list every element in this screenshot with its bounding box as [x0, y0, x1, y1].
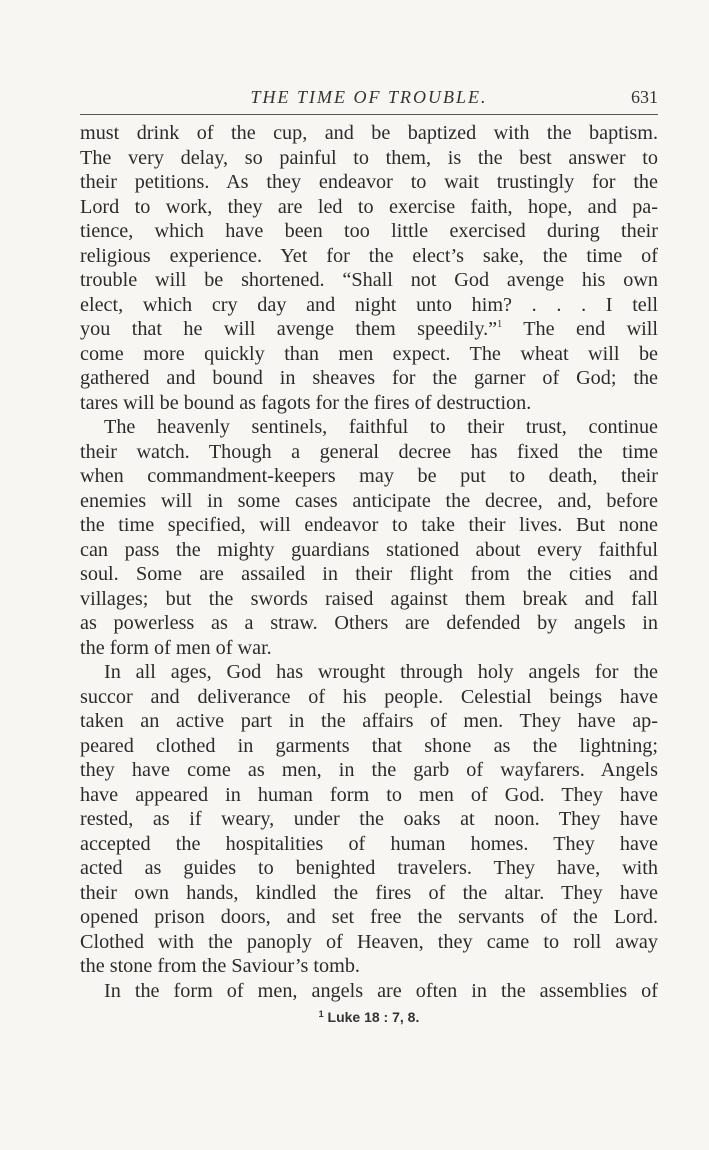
- text-line: tares will be bound as fagots for the fires of destruction.: [80, 391, 532, 414]
- page-number: 631: [631, 87, 658, 107]
- text-line: In the form of men, angels are often in the assemblies of: [104, 979, 658, 1002]
- text-line: the stone from the Saviour’s tomb.: [80, 955, 360, 977]
- text-line: must drink of the cup, and be baptized with the baptism.: [80, 122, 658, 144]
- text-line: they have come as men, in the garb of wayfarers. Angels: [80, 759, 658, 781]
- text-line: succor and deliverance of his people. Celestial beings have: [80, 685, 658, 708]
- text-line: their watch. Though a general decree has fixed the time: [80, 440, 658, 463]
- text-line: Clothed with the panoply of Heaven, they came to roll away: [80, 930, 658, 953]
- footnote-text: Luke 18 : 7, 8.: [327, 1009, 420, 1025]
- body-text: [80, 121, 658, 1003]
- text-line: elect, which cry day and night unto him? . . . I tell: [80, 293, 658, 316]
- paragraph-3: [80, 660, 658, 979]
- text-line: rested, as if weary, under the oaks at noon. They have: [80, 808, 658, 830]
- footnote-ref: 1: [497, 319, 503, 330]
- text-line: their own hands, kindled the fires of the altar. They have: [80, 881, 658, 904]
- text-line: accepted the hospitalities of human homes. They have: [80, 832, 658, 855]
- paragraph-1: [80, 121, 658, 415]
- text-line: peared clothed in garments that shone as the lightning;: [80, 734, 658, 757]
- footnote: [80, 1009, 658, 1025]
- text-line: The very delay, so painful to them, is the best answer to: [80, 146, 658, 169]
- text-line: [80, 317, 658, 342]
- text-line: gathered and bound in sheaves for the garner of God; the: [80, 367, 658, 389]
- text-line: villages; but the swords raised against them break and fall: [80, 587, 658, 610]
- text-segment: The end will: [502, 318, 659, 340]
- text-line: taken an active part in the affairs of men. They have ap-: [80, 710, 658, 732]
- text-segment: you that he will avenge them speedily.”: [80, 318, 498, 340]
- text-line: tience, which have been too little exercised during their: [80, 220, 658, 242]
- running-title: THE TIME OF TROUBLE.: [250, 87, 488, 107]
- text-line: religious experience. Yet for the elect’s sake, the time of: [80, 244, 658, 267]
- text-line: In all ages, God has wrought through holy angels for the: [104, 661, 658, 683]
- text-line: enemies will in some cases anticipate the decree, and, before: [80, 489, 658, 512]
- text-line: opened prison doors, and set free the servants of the Lord.: [80, 906, 658, 928]
- text-line: come more quickly than men expect. The wheat will be: [80, 342, 658, 365]
- paragraph-2: [80, 415, 658, 660]
- text-line: The heavenly sentinels, faithful to their trust, continue: [104, 416, 658, 438]
- footnote-marker: 1: [318, 1009, 324, 1019]
- text-line: their petitions. As they endeavor to wait trustingly for the: [80, 171, 658, 193]
- text-line: when commandment-keepers may be put to death, their: [80, 465, 658, 487]
- text-line: soul. Some are assailed in their flight from the cities and: [80, 563, 658, 585]
- text-line: as powerless as a straw. Others are defended by angels in: [80, 612, 658, 634]
- text-line: the time specified, will endeavor to take their lives. But none: [80, 514, 658, 536]
- text-line: acted as guides to benighted travelers. They have, with: [80, 857, 658, 879]
- running-header: [80, 84, 658, 115]
- text-line: trouble will be shortened. “Shall not God avenge his own: [80, 269, 658, 291]
- text-line: have appeared in human form to men of God. They have: [80, 783, 658, 806]
- text-line: can pass the mighty guardians stationed about every faithful: [80, 538, 658, 561]
- book-page: [80, 84, 658, 1025]
- text-line: the form of men of war.: [80, 636, 272, 659]
- paragraph-4: [80, 979, 658, 1004]
- text-line: Lord to work, they are led to exercise faith, hope, and pa-: [80, 195, 658, 218]
